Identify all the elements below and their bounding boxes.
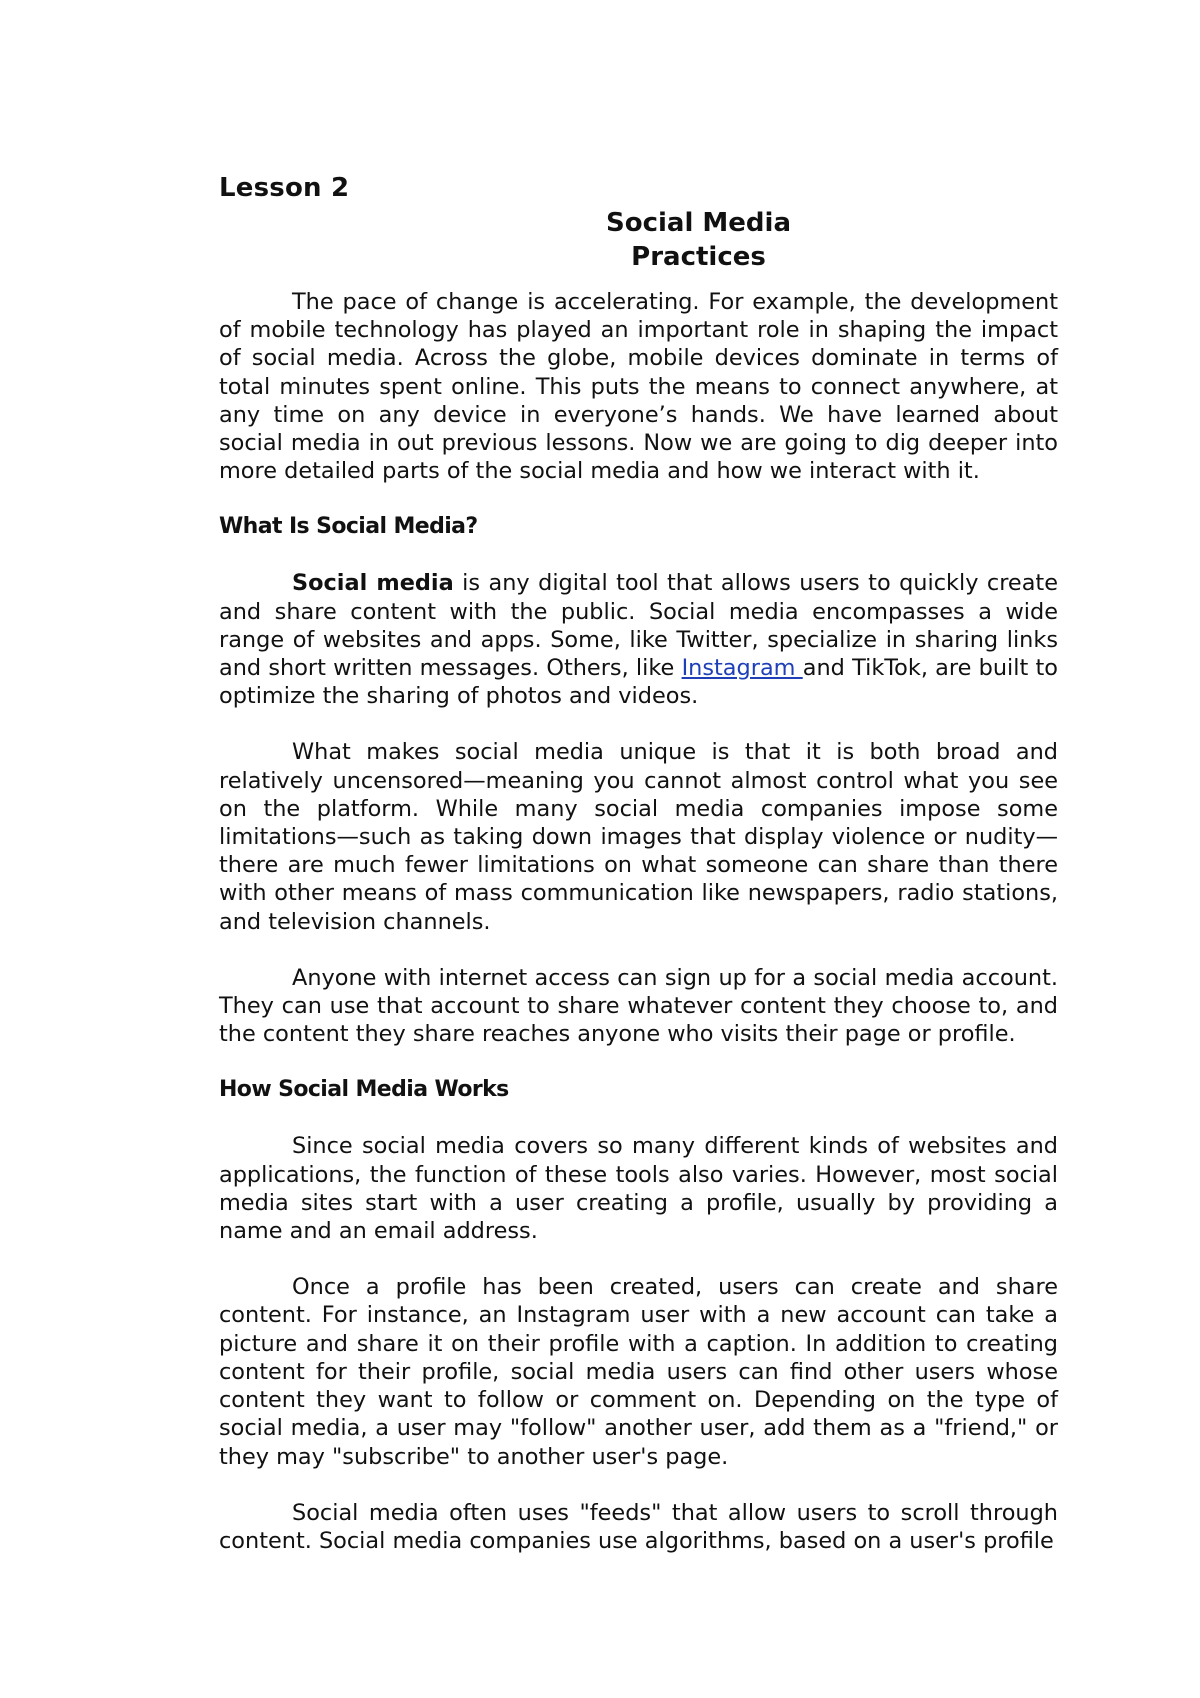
spacer: [219, 485, 1058, 513]
spacer: [219, 1245, 1058, 1273]
paragraph-text: is any digital tool that allows users to quickly create and share content with the public. Social media encompasses a wide range of websites and apps. Some, like Twitter, specialize in sharing links and short written messages. Others, like: [219, 570, 1058, 682]
uniqueness-paragraph: What makes social media unique is that it is both broad and relatively uncensored—meaning you cannot almost control what you see on the platform. While many social media companies impose some limitations—such as taking down images that display violence or nudity—there are much fewer limitations on what someone can share than there with other means of mass communication like newspapers, radio stations, and television channels.: [219, 739, 1058, 935]
spacer: [219, 1048, 1058, 1076]
spacer: [219, 936, 1058, 964]
instagram-link[interactable]: Instagram: [681, 655, 803, 682]
definition-paragraph: [219, 569, 1058, 710]
spacer: [219, 1471, 1058, 1499]
spacer: [219, 710, 1058, 738]
document-title-line-2: Practices: [631, 242, 766, 272]
access-paragraph: Anyone with internet access can sign up for a social media account. They can use that account to share whatever content they choose to, and the content they share reaches anyone who visits their page or profile.: [219, 964, 1058, 1048]
document-title-line-1: Social Media: [606, 208, 791, 238]
function-paragraph: Since social media covers so many different kinds of websites and applications, the function of these tools also varies. However, most social media sites start with a user creating a profile, usually by providing a name and an email address.: [219, 1133, 1058, 1245]
spacer: [219, 274, 1058, 288]
paragraph-text: and TikTok, are built to optimize the sharing of photos and videos.: [219, 655, 1058, 710]
profile-paragraph: Once a profile has been created, users can create and share content. For instance, an Instagram user with a new account can take a picture and share it on their profile with a caption. In addition to creating content for their profile, social media users can find other users whose content they want to follow or comment on. Depending on the type of social media, a user may "follow" another user, add them as a "friend," or they may "subscribe" to another user's page.: [219, 1274, 1058, 1470]
key-term: Social media: [292, 570, 454, 597]
intro-paragraph: The pace of change is accelerating. For example, the development of mobile technology has played an important role in shaping the impact of social media. Across the globe, mobile devices dominate in terms of total minutes spent online. This puts the means to connect anywhere, at any time on any device in everyone’s hands. We have learned about social media in out previous lessons. Now we are going to dig deeper into more detailed parts of the social media and how we interact with it.: [219, 289, 1058, 485]
document-page: [219, 170, 1058, 1555]
section-heading-what-is-social-media: What Is Social Media?: [219, 514, 478, 540]
spacer: [219, 1104, 1058, 1132]
lesson-label: Lesson 2: [219, 173, 350, 203]
feeds-paragraph: Social media often uses "feeds" that allow users to scroll through content. Social media companies use algorithms, based on a user's profile: [219, 1499, 1058, 1554]
spacer: [219, 541, 1058, 569]
section-heading-how-social-media-works: How Social Media Works: [219, 1077, 509, 1103]
